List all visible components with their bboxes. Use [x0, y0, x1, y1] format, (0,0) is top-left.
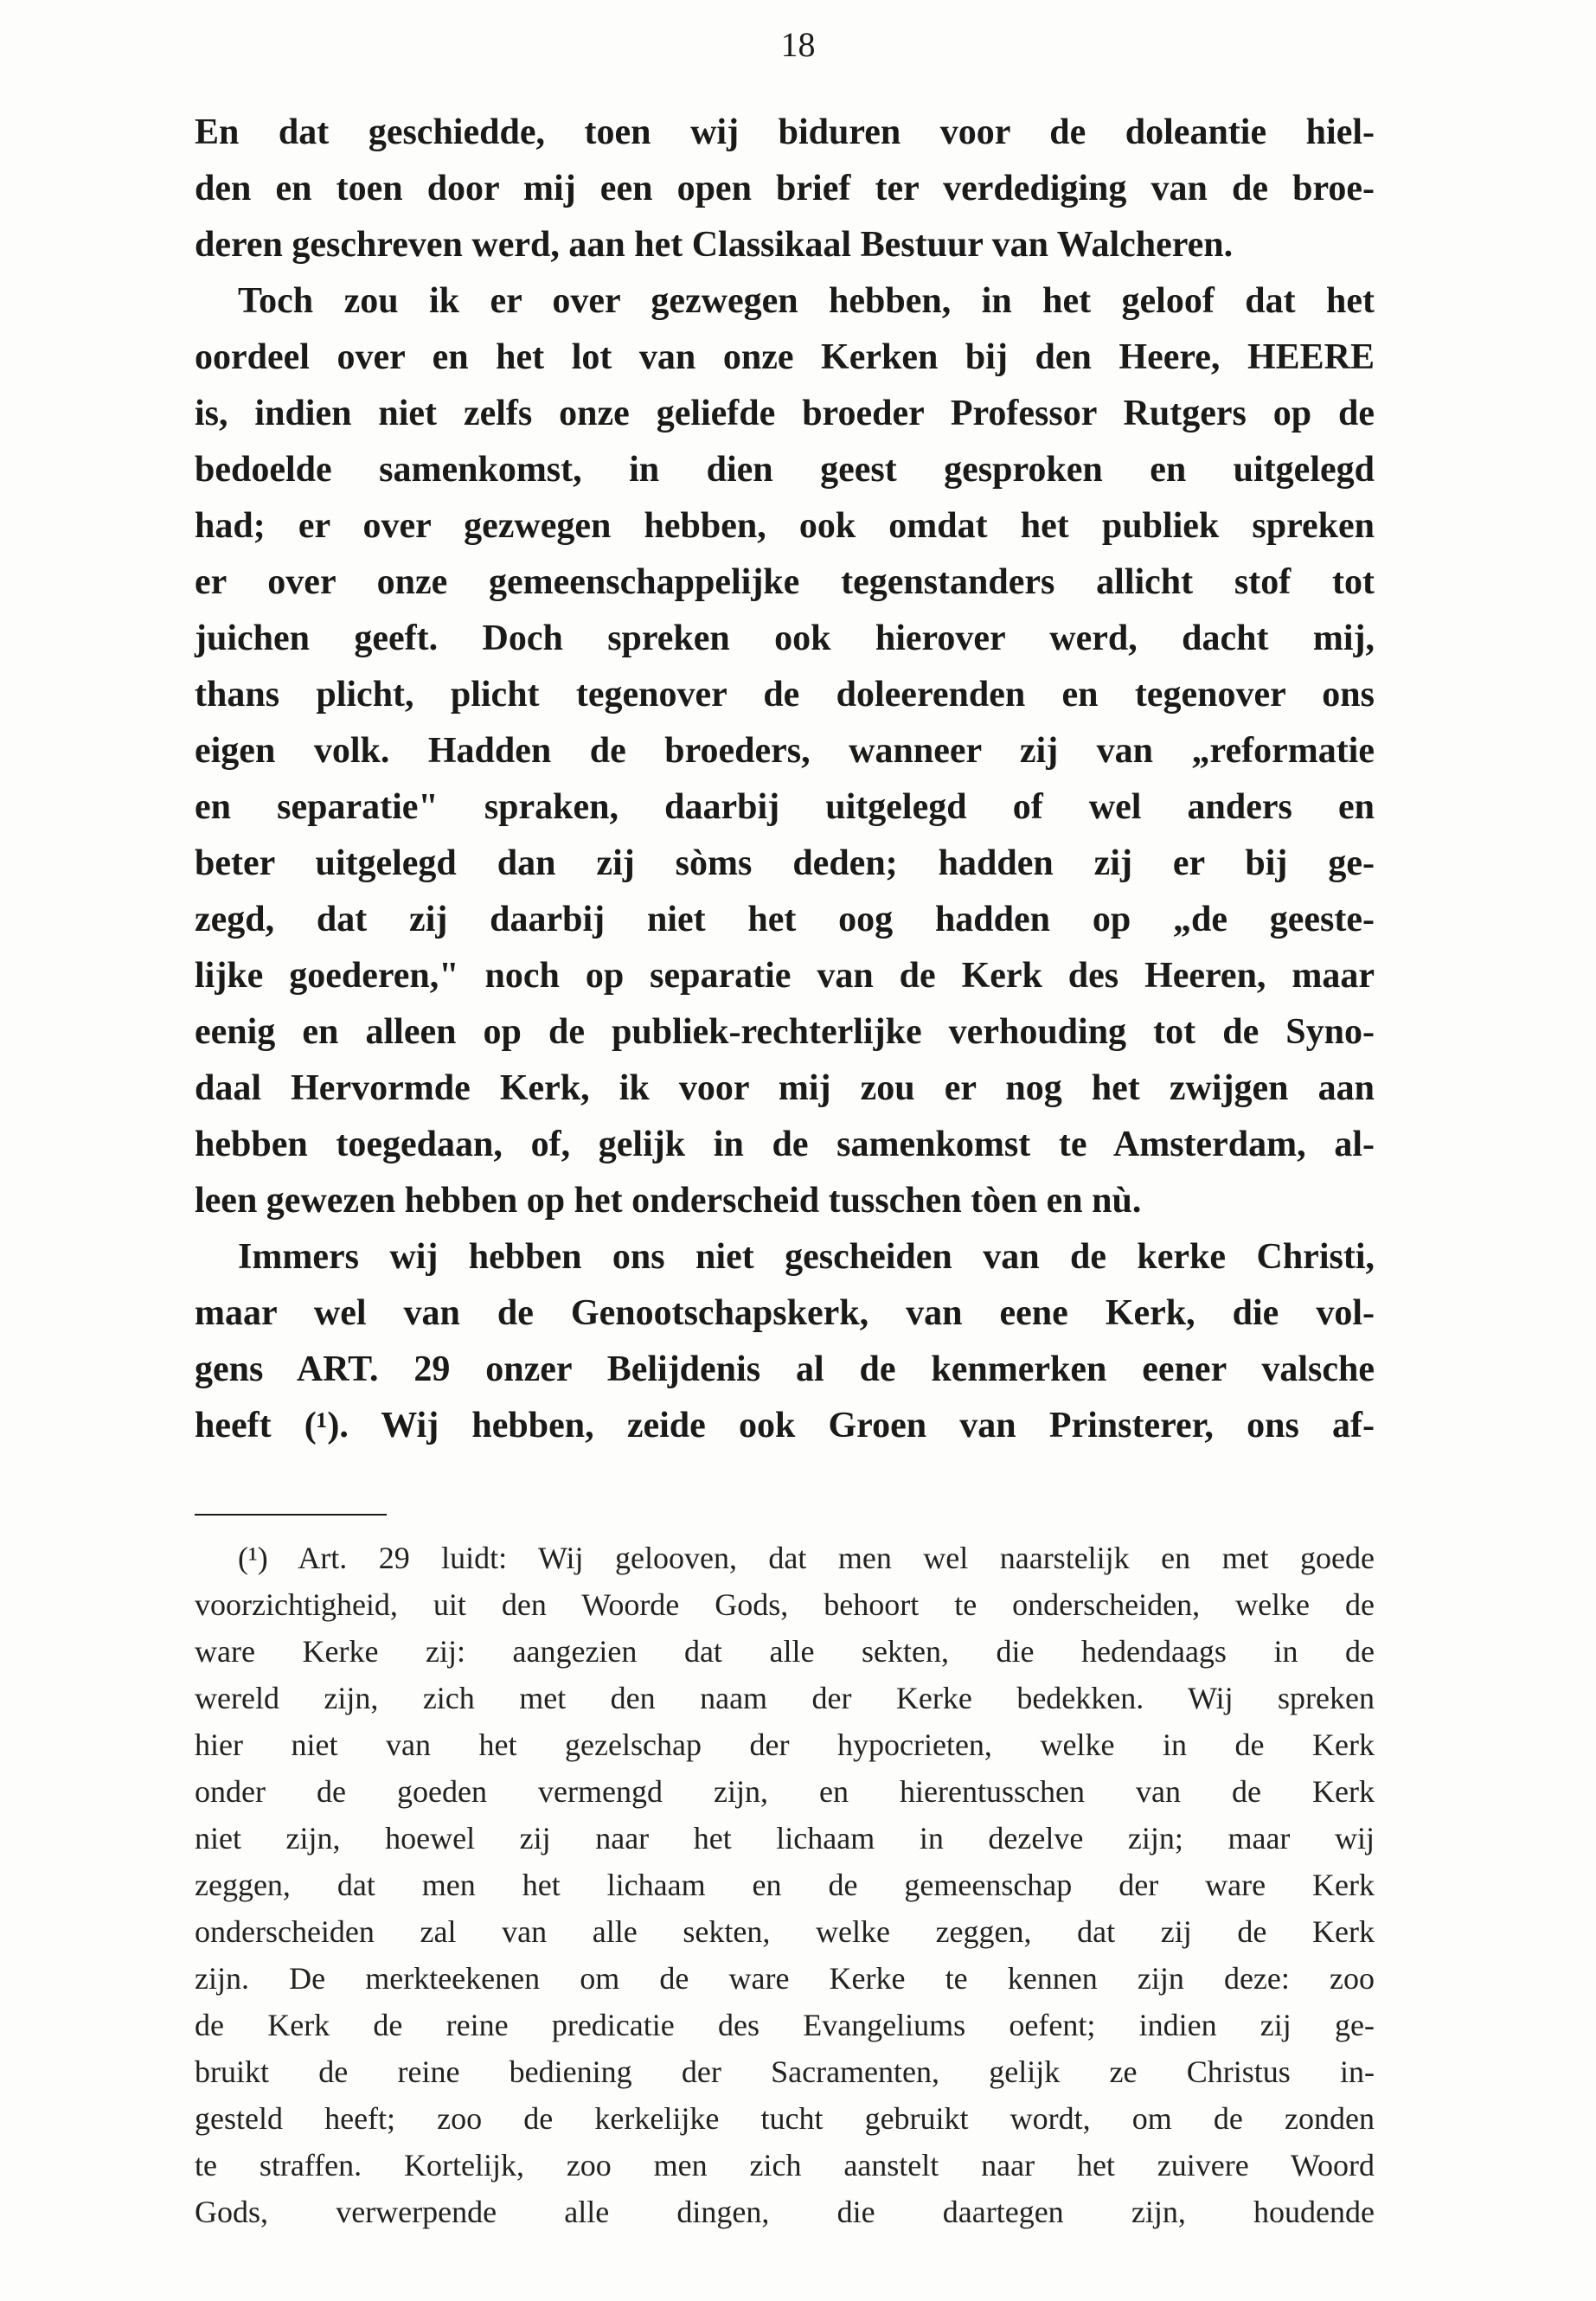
text-line: had; er over gezwegen hebben, ook omdat het publiek spreken — [195, 506, 1375, 546]
text-line: juichen geeft. Doch spreken ook hierover werd, dacht mij, — [195, 619, 1375, 658]
text-line: lijke goederen," noch op separatie van de Kerk des Heeren, maar — [195, 956, 1375, 996]
footnote-line: voorzichtigheid, uit den Woorde Gods, behoort te onderscheiden, welke de — [195, 1587, 1375, 1622]
text-line: Toch zou ik er over gezwegen hebben, in het geloof dat het — [238, 281, 1375, 321]
footnote-line: ware Kerke zij: aangezien dat alle sekten, die hedendaags in de — [195, 1634, 1375, 1669]
text-line: zegd, dat zij daarbij niet het oog hadden op „de geeste- — [195, 900, 1375, 939]
text-line: er over onze gemeenschappelijke tegenstanders allicht stof tot — [195, 562, 1375, 602]
page-number: 18 — [780, 25, 816, 64]
text-line: daal Hervormde Kerk, ik voor mij zou er nog het zwijgen aan — [195, 1068, 1375, 1108]
footnote-line: onderscheiden zal van alle sekten, welke zeggen, dat zij de Kerk — [195, 1914, 1375, 1949]
text-line: thans plicht, plicht tegenover de doleerenden en tegenover ons — [195, 675, 1375, 715]
text-line: gens ART. 29 onzer Belijdenis al de kenmerken eener valsche — [195, 1349, 1375, 1389]
text-line: deren geschreven werd, aan het Classikaal Bestuur van Walcheren. — [195, 225, 1234, 265]
footnote-line: hier niet van het gezelschap der hypocrieten, welke in de Kerk — [195, 1727, 1375, 1762]
text-line: den en toen door mij een open brief ter verdediging van de broe- — [195, 169, 1375, 208]
footnote-line: gesteld heeft; zoo de kerkelijke tucht gebruikt wordt, om de zonden — [195, 2101, 1375, 2136]
footnote-line: te straffen. Kortelijk, zoo men zich aanstelt naar het zuivere Woord — [195, 2148, 1375, 2182]
text-line: beter uitgelegd dan zij sòms deden; hadden zij er bij ge- — [195, 843, 1375, 883]
footnote-line: zijn. De merkteekenen om de ware Kerke te kennen zijn deze: zoo — [195, 1961, 1375, 1996]
text-line: oordeel over en het lot van onze Kerken bij den Heere, HEERE — [195, 337, 1375, 377]
footnote-line: zeggen, dat men het lichaam en de gemeenschap der ware Kerk — [195, 1868, 1375, 1902]
text-line: eenig en alleen op de publiek-rechterlijke verhouding tot de Syno- — [195, 1012, 1375, 1052]
text-line: hebben toegedaan, of, gelijk in de samenkomst te Amsterdam, al- — [195, 1125, 1375, 1164]
footnote-separator-rule — [195, 1514, 387, 1516]
text-line: eigen volk. Hadden de broeders, wanneer zij van „reformatie — [195, 731, 1375, 771]
footnote-line: Gods, verwerpende alle dingen, die daartegen zijn, houdende — [195, 2195, 1375, 2229]
footnote-line: niet zijn, hoewel zij naar het lichaam in dezelve zijn; maar wij — [195, 1821, 1375, 1856]
text-line: heeft (¹). Wij hebben, zeide ook Groen van Prinsterer, ons af- — [195, 1406, 1375, 1445]
text-line: bedoelde samenkomst, in dien geest gesproken en uitgelegd — [195, 450, 1375, 490]
footnote-line: onder de goeden vermengd zijn, en hierentusschen van de Kerk — [195, 1774, 1375, 1809]
text-line: leen gewezen hebben op het onderscheid tusschen tòen en nù. — [195, 1181, 1142, 1221]
text-line: is, indien niet zelfs onze geliefde broeder Professor Rutgers op de — [195, 394, 1375, 433]
footnote-line: (¹) Art. 29 luidt: Wij gelooven, dat men wel naarstelijk en met goede — [238, 1541, 1375, 1575]
text-line: en separatie" spraken, daarbij uitgelegd of wel anders en — [195, 787, 1375, 827]
text-line: En dat geschiedde, toen wij biduren voor de doleantie hiel- — [195, 112, 1375, 152]
text-line: Immers wij hebben ons niet gescheiden van de kerke Christi, — [238, 1237, 1375, 1277]
footnote-line: bruikt de reine bediening der Sacramenten, gelijk ze Christus in- — [195, 2054, 1375, 2089]
footnote-line: de Kerk de reine predicatie des Evangeliums oefent; indien zij ge- — [195, 2008, 1375, 2042]
text-line: maar wel van de Genootschapskerk, van eene Kerk, die vol- — [195, 1293, 1375, 1333]
footnote-line: wereld zijn, zich met den naam der Kerke bedekken. Wij spreken — [195, 1681, 1375, 1715]
